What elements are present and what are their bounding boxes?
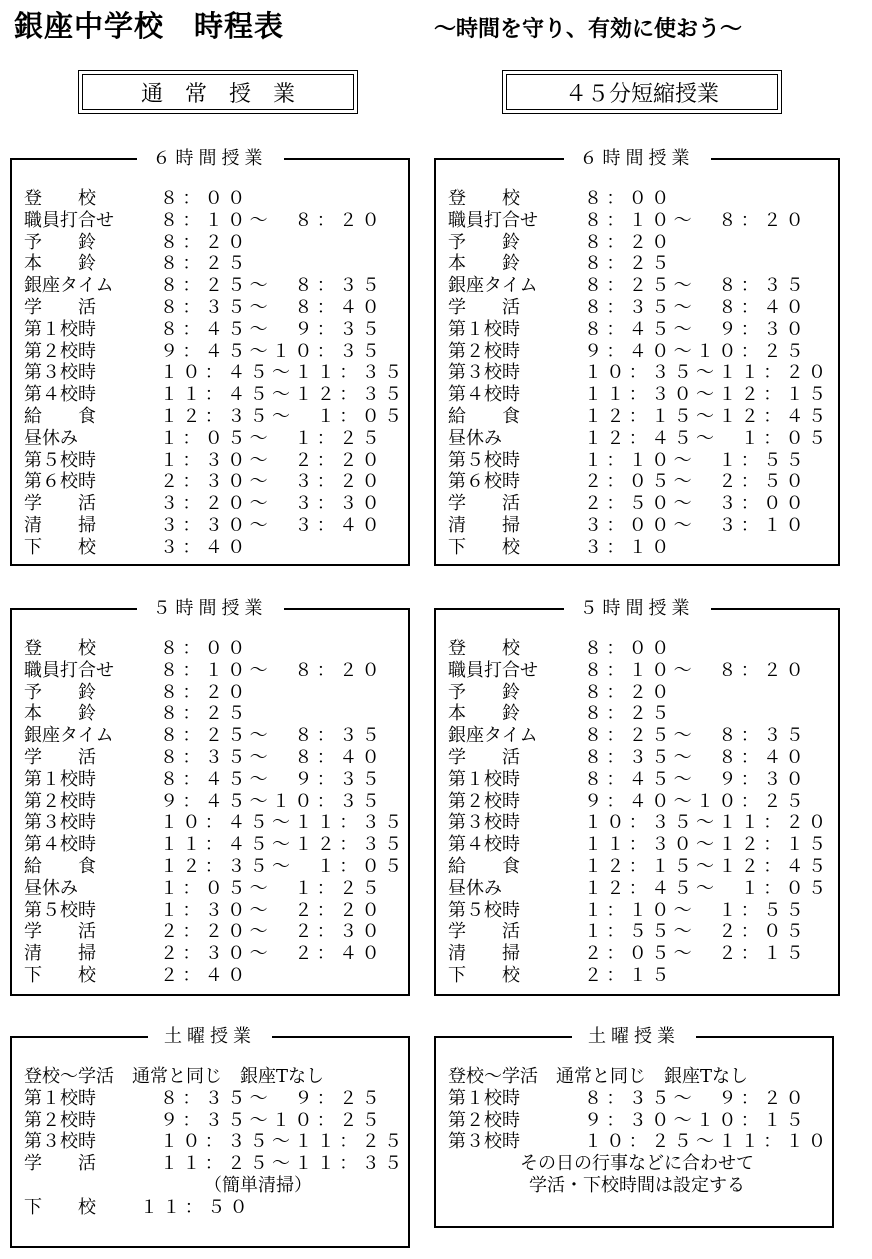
period-name: 下 校 xyxy=(24,536,96,558)
period-time: １１：５０ xyxy=(140,1196,252,1218)
period-name: 清 掃 xyxy=(24,943,96,965)
list-item xyxy=(448,319,832,341)
list-item xyxy=(24,275,402,297)
period-name: 学 活 xyxy=(448,296,520,318)
saturday-note-line-2: 学活・下校時間は設定する xyxy=(529,1174,745,1196)
period-time: ８：４５～ ９：３０ xyxy=(584,768,808,790)
list-item xyxy=(24,921,402,943)
list-item xyxy=(448,537,832,559)
period-time: ９：３５～１０：２５ xyxy=(160,1109,384,1131)
list-item xyxy=(24,878,402,900)
list-item xyxy=(448,878,832,900)
period-time: １１：４５～１２：３５ xyxy=(160,384,407,406)
period-name: 職員打合せ xyxy=(448,209,538,231)
period-time: １：１０～ １：５５ xyxy=(584,899,808,921)
period-name: 予 鈴 xyxy=(24,681,96,703)
period-time: ８：１０～ ８：２０ xyxy=(160,209,384,231)
period-name: 登 校 xyxy=(448,638,520,659)
period-name: 予 鈴 xyxy=(448,231,520,253)
section-title: 土曜授業 xyxy=(148,1026,272,1047)
period-time: ８：１０～ ８：２０ xyxy=(160,659,384,681)
list-item xyxy=(448,450,832,472)
period-time: ９：３０～１０：１５ xyxy=(584,1109,808,1131)
list-item xyxy=(448,1088,826,1110)
period-name: 第５校時 xyxy=(24,449,96,471)
period-name: 本 鈴 xyxy=(24,703,96,725)
schedule-list xyxy=(448,1066,831,1197)
period-name: 第３校時 xyxy=(24,1131,96,1153)
schedule-list xyxy=(24,1066,407,1219)
period-time: ８：２０ xyxy=(584,681,674,703)
schedule-list xyxy=(24,188,407,559)
list-item xyxy=(24,319,402,341)
period-name: 第４校時 xyxy=(448,384,520,406)
period-time: １０：２５～１１：１０ xyxy=(584,1131,831,1153)
period-time: ８：２５ xyxy=(160,253,250,275)
period-name: 清 掃 xyxy=(448,943,520,965)
period-time: ８：３５～ ９：２０ xyxy=(584,1087,808,1109)
list-item xyxy=(448,232,832,254)
list-item xyxy=(448,747,832,769)
period-name: 昼休み xyxy=(24,427,78,449)
period-time: １２：１５～１２：４５ xyxy=(584,855,831,877)
period-name: 第６校時 xyxy=(24,471,96,493)
list-item xyxy=(24,210,402,232)
period-name: 第２校時 xyxy=(448,340,520,362)
list-item xyxy=(448,493,832,515)
saturday-note-line-1: その日の行事などに合わせて xyxy=(520,1153,754,1175)
list-item xyxy=(448,965,832,987)
list-item xyxy=(24,965,402,987)
list-item xyxy=(448,406,832,428)
list-item xyxy=(448,725,832,747)
section-title: ６時間授業 xyxy=(137,148,284,169)
list-item xyxy=(24,725,402,747)
page-title: 銀座中学校 時程表 xyxy=(14,9,285,43)
list-item xyxy=(24,812,407,834)
period-time: ８：４５～ ９：３５ xyxy=(160,768,384,790)
list-item xyxy=(448,384,832,406)
period-name: 第１校時 xyxy=(448,318,520,340)
list-item xyxy=(448,703,832,725)
period-time: ８：００ xyxy=(584,188,674,209)
period-name: 本 鈴 xyxy=(24,253,96,275)
period-name: 第１校時 xyxy=(24,1087,96,1109)
period-name: 下 校 xyxy=(24,1196,96,1218)
period-name: 昼休み xyxy=(448,877,502,899)
list-item xyxy=(448,943,832,965)
period-name: 予 鈴 xyxy=(448,681,520,703)
period-time: １２：３５～ １：０５ xyxy=(160,855,407,877)
period-name: 第１校時 xyxy=(448,1087,520,1109)
short-saturday-section xyxy=(434,1026,834,1228)
period-name: 第４校時 xyxy=(448,834,520,856)
list-item xyxy=(24,188,402,210)
list-item xyxy=(24,493,402,515)
period-time: １：３０～ ２：２０ xyxy=(160,449,384,471)
saturday-intro: 登校～学活 通常と同じ 銀座Tなし xyxy=(24,1066,325,1087)
period-name: 学 活 xyxy=(448,921,520,943)
period-name: 下 校 xyxy=(448,964,520,986)
list-item xyxy=(448,900,832,922)
period-time: １０：３５～１１：２５ xyxy=(160,1131,407,1153)
period-time: １１：３０～１２：１５ xyxy=(584,834,831,856)
period-time: ８：１０～ ８：２０ xyxy=(584,209,808,231)
period-name: 清 掃 xyxy=(448,514,520,536)
period-time: １：３０～ ２：２０ xyxy=(160,899,384,921)
list-item xyxy=(24,769,402,791)
period-name: 学 活 xyxy=(24,1153,96,1175)
normal-six-period-section xyxy=(10,148,410,566)
period-name: 職員打合せ xyxy=(24,659,114,681)
list-item xyxy=(24,232,402,254)
normal-saturday-section xyxy=(10,1026,410,1248)
period-time: １２：３５～ １：０５ xyxy=(160,405,407,427)
list-item xyxy=(448,471,832,493)
period-name: 登 校 xyxy=(24,638,96,659)
period-name: 下 校 xyxy=(24,964,96,986)
list-item xyxy=(448,834,832,856)
period-name: 登 校 xyxy=(448,188,520,209)
period-name: 学 活 xyxy=(24,296,96,318)
list-item xyxy=(448,682,832,704)
period-name: 第６校時 xyxy=(448,471,520,493)
period-name: 予 鈴 xyxy=(24,231,96,253)
period-time: ３：００～ ３：１０ xyxy=(584,514,808,536)
period-time: ８：２５～ ８：３５ xyxy=(584,725,808,747)
period-time: １１：４５～１２：３５ xyxy=(160,834,407,856)
schedule-list xyxy=(448,638,832,987)
period-name: 学 活 xyxy=(24,493,96,515)
short-schedule-label xyxy=(502,70,782,114)
section-title: ６時間授業 xyxy=(564,148,711,169)
period-name: 第２校時 xyxy=(24,790,96,812)
period-time: ８：３５～ ８：４０ xyxy=(584,296,808,318)
period-time: ８：４５～ ９：３０ xyxy=(584,318,808,340)
short-six-period-section xyxy=(434,148,840,566)
period-name: 職員打合せ xyxy=(24,209,114,231)
list-item xyxy=(24,747,402,769)
list-item xyxy=(24,900,402,922)
list-item xyxy=(24,253,402,275)
period-time: ８：１０～ ８：２０ xyxy=(584,659,808,681)
list-item xyxy=(24,1153,407,1175)
normal-schedule-label xyxy=(78,70,358,114)
period-time: ８：００ xyxy=(584,638,674,659)
schedule-list xyxy=(24,638,407,987)
period-name: 銀座タイム xyxy=(24,725,114,747)
cleaning-note-row xyxy=(24,1175,402,1197)
period-time: ３：３０～ ３：４０ xyxy=(160,514,384,536)
list-item xyxy=(24,943,402,965)
period-time: ８：３５～ ９：２５ xyxy=(160,1087,384,1109)
period-time: ９：４５～１０：３５ xyxy=(160,340,384,362)
period-time: ８：３５～ ８：４０ xyxy=(160,296,384,318)
list-item xyxy=(448,660,832,682)
period-name: 第２校時 xyxy=(448,1109,520,1131)
period-name: 学 活 xyxy=(448,493,520,515)
period-name: 第３校時 xyxy=(448,812,520,834)
period-name: 学 活 xyxy=(448,746,520,768)
list-item xyxy=(448,362,832,384)
period-time: １２：４５～ １：０５ xyxy=(584,877,831,899)
period-time: ２：４０ xyxy=(160,964,250,986)
list-item xyxy=(24,1088,402,1110)
period-name: 清 掃 xyxy=(24,514,96,536)
period-time: ２：３０～ ２：４０ xyxy=(160,943,384,965)
period-time: １：５５～ ２：０５ xyxy=(584,921,808,943)
list-item xyxy=(24,537,402,559)
period-name: 給 食 xyxy=(24,855,96,877)
normal-five-period-section xyxy=(10,598,410,996)
period-name: 第３校時 xyxy=(24,362,96,384)
list-item xyxy=(448,769,832,791)
period-time: １：０５～ １：２５ xyxy=(160,427,384,449)
period-time: ２：２０～ ２：３０ xyxy=(160,921,384,943)
period-time: ８：００ xyxy=(160,188,250,209)
period-time: ８：２５ xyxy=(584,253,674,275)
period-name: 給 食 xyxy=(448,405,520,427)
list-item xyxy=(24,428,402,450)
list-item xyxy=(24,1131,407,1153)
list-item xyxy=(448,210,832,232)
period-time: ２：３０～ ３：２０ xyxy=(160,471,384,493)
list-item xyxy=(448,921,832,943)
cleaning-note: （簡単清掃） xyxy=(204,1174,312,1196)
period-name: 第２校時 xyxy=(448,790,520,812)
period-time: ８：２５～ ８：３５ xyxy=(160,275,384,297)
period-name: 第５校時 xyxy=(448,449,520,471)
period-time: ２：０５～ ２：５０ xyxy=(584,471,808,493)
short-five-period-section xyxy=(434,598,840,996)
period-name: 銀座タイム xyxy=(24,275,114,297)
period-name: 第３校時 xyxy=(448,362,520,384)
period-time: ８：２５～ ８：３５ xyxy=(160,725,384,747)
period-name: 本 鈴 xyxy=(448,703,520,725)
period-time: ８：２０ xyxy=(584,231,674,253)
short-schedule-label-text: ４５分短縮授業 xyxy=(506,74,778,110)
list-item xyxy=(24,638,402,660)
list-item xyxy=(24,405,407,428)
list-item xyxy=(24,834,407,856)
period-time: ８：３５～ ８：４０ xyxy=(584,746,808,768)
list-item xyxy=(24,384,407,406)
page-title-block xyxy=(14,4,743,44)
schedule-list xyxy=(448,188,832,559)
period-time: ８：３５～ ８：４０ xyxy=(160,746,384,768)
period-time: １０：４５～１１：３５ xyxy=(160,812,407,834)
list-item xyxy=(24,682,402,704)
period-time: ８：００ xyxy=(160,638,250,659)
period-name: 第１校時 xyxy=(448,768,520,790)
period-time: ８：２０ xyxy=(160,681,250,703)
list-item xyxy=(24,341,402,363)
list-item xyxy=(24,362,407,384)
list-item xyxy=(448,275,832,297)
list-item xyxy=(448,1110,826,1132)
period-name: 銀座タイム xyxy=(448,725,538,747)
list-item xyxy=(24,855,407,878)
list-item xyxy=(448,515,832,537)
period-time: １２：１５～１２：４５ xyxy=(584,405,831,427)
period-name: 第５校時 xyxy=(448,899,520,921)
period-name: 職員打合せ xyxy=(448,659,538,681)
period-time: ８：４５～ ９：３５ xyxy=(160,318,384,340)
period-name: 第１校時 xyxy=(24,768,96,790)
period-time: ８：２５ xyxy=(584,703,674,725)
list-item xyxy=(448,297,832,319)
list-item xyxy=(24,471,402,493)
period-name: 昼休み xyxy=(24,877,78,899)
period-time: １：０５～ １：２５ xyxy=(160,877,384,899)
period-name: 給 食 xyxy=(448,855,520,877)
list-item xyxy=(448,428,832,450)
period-time: １２：４５～ １：０５ xyxy=(584,427,831,449)
period-name: 第４校時 xyxy=(24,384,96,406)
period-name: 第３校時 xyxy=(448,1131,520,1153)
list-item xyxy=(24,450,402,472)
list-item xyxy=(448,812,832,834)
period-time: １：１０～ １：５５ xyxy=(584,449,808,471)
period-time: １１：３０～１２：１５ xyxy=(584,384,831,406)
list-item xyxy=(24,660,402,682)
period-name: 第５校時 xyxy=(24,899,96,921)
period-name: 昼休み xyxy=(448,427,502,449)
period-name: 本 鈴 xyxy=(448,253,520,275)
period-time: １１：２５～１１：３５ xyxy=(160,1153,407,1175)
period-name: 学 活 xyxy=(24,746,96,768)
saturday-intro: 登校～学活 通常と同じ 銀座Tなし xyxy=(448,1066,749,1087)
normal-schedule-label-text: 通 常 授 業 xyxy=(82,74,354,110)
list-item xyxy=(448,253,832,275)
period-name: 第１校時 xyxy=(24,318,96,340)
section-title: ５時間授業 xyxy=(564,598,711,619)
list-item xyxy=(448,188,832,210)
section-title: 土曜授業 xyxy=(572,1026,696,1047)
period-name: 第２校時 xyxy=(24,340,96,362)
period-time: ９：４０～１０：２５ xyxy=(584,340,808,362)
list-item xyxy=(24,297,402,319)
period-name: 下 校 xyxy=(448,536,520,558)
list-item xyxy=(448,341,832,363)
period-name: 登 校 xyxy=(24,188,96,209)
period-time: ２：５０～ ３：００ xyxy=(584,493,808,515)
period-name: 第４校時 xyxy=(24,834,96,856)
period-time: ３：１０ xyxy=(584,536,674,558)
section-title: ５時間授業 xyxy=(137,598,284,619)
period-name: 学 活 xyxy=(24,921,96,943)
list-item xyxy=(24,1110,402,1132)
list-item xyxy=(448,791,832,813)
list-item xyxy=(448,856,832,878)
list-item xyxy=(448,1131,831,1153)
period-time: １０：４５～１１：３５ xyxy=(160,362,407,384)
period-time: ８：２５ xyxy=(160,703,250,725)
period-time: ９：４０～１０：２５ xyxy=(584,790,808,812)
period-time: ８：２０ xyxy=(160,231,250,253)
period-name: 銀座タイム xyxy=(448,275,538,297)
period-time: ２：１５ xyxy=(584,964,674,986)
period-name: 給 食 xyxy=(24,405,96,427)
period-time: ８：２５～ ８：３５ xyxy=(584,275,808,297)
period-time: ２：０５～ ２：１５ xyxy=(584,943,808,965)
page-subtitle: ～時間を守り、有効に使おう～ xyxy=(434,17,743,42)
period-time: １０：３５～１１：２０ xyxy=(584,362,831,384)
period-time: １０：３５～１１：２０ xyxy=(584,812,831,834)
list-item xyxy=(24,1197,402,1219)
list-item xyxy=(24,515,402,537)
period-name: 第２校時 xyxy=(24,1109,96,1131)
period-time: ３：４０ xyxy=(160,536,250,558)
period-name: 第３校時 xyxy=(24,812,96,834)
period-time: ９：４５～１０：３５ xyxy=(160,790,384,812)
list-item xyxy=(448,638,832,660)
list-item xyxy=(24,703,402,725)
list-item xyxy=(24,791,402,813)
period-time: ３：２０～ ３：３０ xyxy=(160,493,384,515)
